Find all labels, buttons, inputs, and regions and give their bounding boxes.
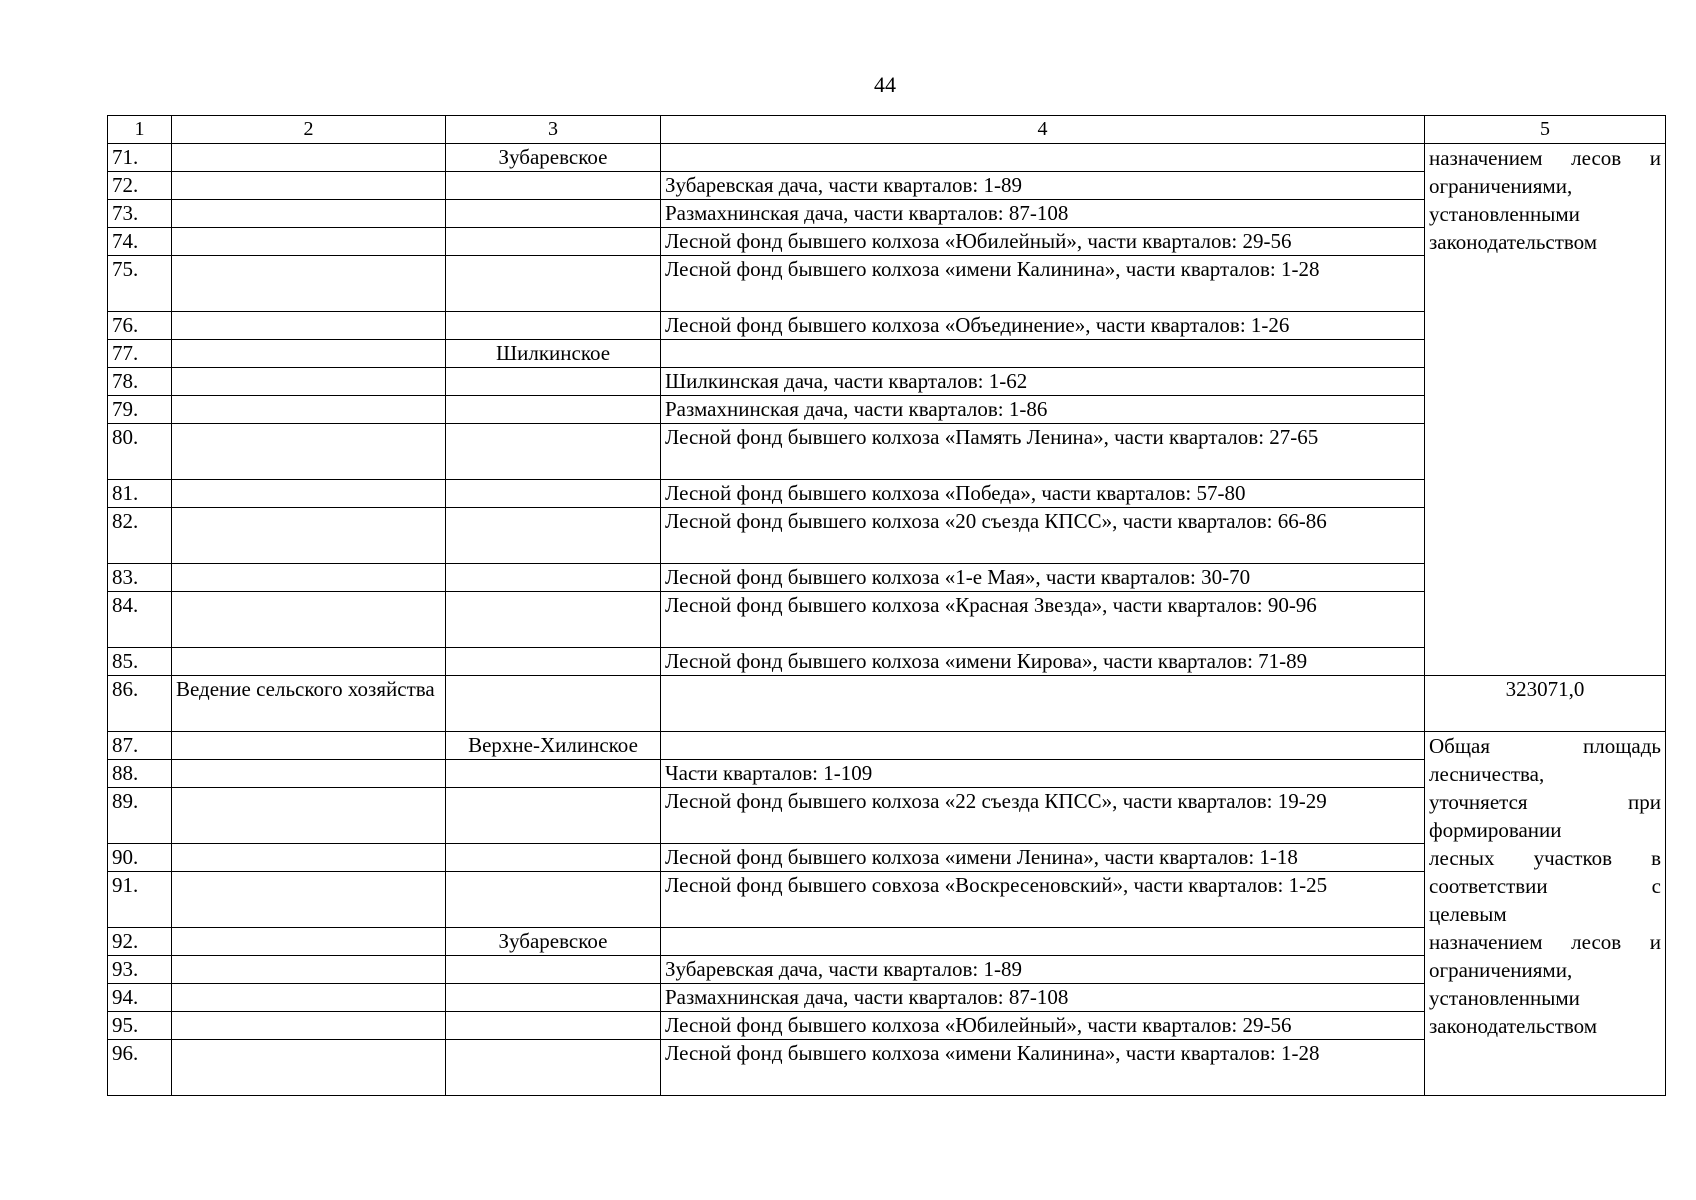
row-purpose (172, 312, 446, 340)
row-number: 95. (108, 1012, 172, 1040)
row-description: Шилкинская дача, части кварталов: 1-62 (661, 368, 1425, 396)
row-subdivision (446, 396, 661, 424)
row-subdivision (446, 200, 661, 228)
row-purpose (172, 844, 446, 872)
row-purpose (172, 424, 446, 480)
row-purpose (172, 564, 446, 592)
row-number: 77. (108, 340, 172, 368)
note-line: ограничениями, (1429, 174, 1573, 198)
row-purpose (172, 984, 446, 1012)
row-number: 90. (108, 844, 172, 872)
row-description: Лесной фонд бывшего колхоза «имени Кирова», части кварталов: 71-89 (661, 648, 1425, 676)
row-subdivision (446, 172, 661, 200)
table-row (108, 144, 1666, 172)
row-subdivision: Верхне-Хилинское (446, 732, 661, 760)
row-number: 89. (108, 788, 172, 844)
row-purpose (172, 368, 446, 396)
row-purpose (172, 648, 446, 676)
row-purpose (172, 228, 446, 256)
row-number: 96. (108, 1040, 172, 1096)
row-description: Размахнинская дача, части кварталов: 1-86 (661, 396, 1425, 424)
row-description: Лесной фонд бывшего колхоза «22 съезда КПСС», части кварталов: 19-29 (661, 788, 1425, 844)
note-line: соответствии с (1429, 874, 1661, 898)
row-description: Лесной фонд бывшего совхоза «Воскресеновский», части кварталов: 1-25 (661, 872, 1425, 928)
note-line: законодательством (1429, 230, 1598, 254)
row-subdivision (446, 1012, 661, 1040)
column-header-2: 2 (172, 116, 446, 144)
row-number: 72. (108, 172, 172, 200)
note-line: лесничества, (1429, 762, 1545, 786)
row-subdivision (446, 984, 661, 1012)
row-number: 71. (108, 144, 172, 172)
column-header-1: 1 (108, 116, 172, 144)
row-subdivision: Зубаревское (446, 928, 661, 956)
row-purpose (172, 172, 446, 200)
row-description: Лесной фонд бывшего колхоза «Красная Звезда», части кварталов: 90-96 (661, 592, 1425, 648)
row-purpose (172, 340, 446, 368)
row-purpose (172, 928, 446, 956)
row-number: 82. (108, 508, 172, 564)
row-purpose (172, 396, 446, 424)
row-number: 84. (108, 592, 172, 648)
row-description: Зубаревская дача, части кварталов: 1-89 (661, 172, 1425, 200)
row-subdivision (446, 788, 661, 844)
row-number: 86. (108, 676, 172, 732)
row-description: Лесной фонд бывшего колхоза «20 съезда КПСС», части кварталов: 66-86 (661, 508, 1425, 564)
forest-register-table (107, 115, 1666, 1096)
row-purpose: Ведение сельского хозяйства (172, 676, 446, 732)
row-number: 88. (108, 760, 172, 788)
row-purpose (172, 872, 446, 928)
header-row (108, 116, 1666, 144)
row-note (1425, 732, 1666, 1096)
note-line: установленными (1429, 986, 1580, 1010)
row-purpose (172, 1040, 446, 1096)
row-description: Лесной фонд бывшего колхоза «Память Ленина», части кварталов: 27-65 (661, 424, 1425, 480)
row-purpose (172, 256, 446, 312)
table-body (108, 116, 1666, 1096)
row-number: 92. (108, 928, 172, 956)
row-subdivision (446, 956, 661, 984)
note-line: установленными (1429, 202, 1580, 226)
row-number: 94. (108, 984, 172, 1012)
row-subdivision (446, 424, 661, 480)
row-subdivision (446, 648, 661, 676)
row-description: Лесной фонд бывшего колхоза «Юбилейный», части кварталов: 29-56 (661, 1012, 1425, 1040)
column-header-3: 3 (446, 116, 661, 144)
row-purpose (172, 144, 446, 172)
row-number: 79. (108, 396, 172, 424)
row-purpose (172, 200, 446, 228)
row-subdivision (446, 872, 661, 928)
row-number: 73. (108, 200, 172, 228)
row-description: Лесной фонд бывшего колхоза «Победа», части кварталов: 57-80 (661, 480, 1425, 508)
row-subdivision (446, 228, 661, 256)
row-description: Лесной фонд бывшего колхоза «имени Калинина», части кварталов: 1-28 (661, 256, 1425, 312)
row-description (661, 340, 1425, 368)
row-area: 323071,0 (1425, 676, 1666, 732)
row-purpose (172, 732, 446, 760)
row-number: 93. (108, 956, 172, 984)
row-description: Лесной фонд бывшего колхоза «имени Калинина», части кварталов: 1-28 (661, 1040, 1425, 1096)
note-line: ограничениями, (1429, 958, 1573, 982)
row-subdivision: Шилкинское (446, 340, 661, 368)
row-number: 85. (108, 648, 172, 676)
row-subdivision (446, 508, 661, 564)
note-line: уточняется при (1429, 790, 1661, 814)
row-description: Лесной фонд бывшего колхоза «имени Ленина», части кварталов: 1-18 (661, 844, 1425, 872)
row-number: 91. (108, 872, 172, 928)
row-description: Части кварталов: 1-109 (661, 760, 1425, 788)
note-line: целевым (1429, 902, 1507, 926)
row-subdivision (446, 480, 661, 508)
row-description: Зубаревская дача, части кварталов: 1-89 (661, 956, 1425, 984)
row-description: Размахнинская дача, части кварталов: 87-108 (661, 200, 1425, 228)
row-purpose (172, 760, 446, 788)
row-subdivision (446, 844, 661, 872)
row-subdivision (446, 368, 661, 396)
row-number: 78. (108, 368, 172, 396)
row-note (1425, 144, 1666, 676)
note-line: формировании (1429, 818, 1562, 842)
row-subdivision (446, 1040, 661, 1096)
row-purpose (172, 480, 446, 508)
row-number: 80. (108, 424, 172, 480)
row-subdivision: Зубаревское (446, 144, 661, 172)
row-number: 83. (108, 564, 172, 592)
row-description: Размахнинская дача, части кварталов: 87-108 (661, 984, 1425, 1012)
table-row (108, 732, 1666, 760)
note-line: Общая площадь (1429, 734, 1661, 758)
column-header-5: 5 (1425, 116, 1666, 144)
row-subdivision (446, 760, 661, 788)
row-purpose (172, 592, 446, 648)
row-description (661, 144, 1425, 172)
row-number: 75. (108, 256, 172, 312)
row-description (661, 676, 1425, 732)
note-line: назначением лесов и (1429, 146, 1661, 170)
row-number: 76. (108, 312, 172, 340)
page-number: 44 (874, 72, 896, 97)
row-number: 74. (108, 228, 172, 256)
row-subdivision (446, 564, 661, 592)
row-purpose (172, 508, 446, 564)
row-subdivision (446, 676, 661, 732)
row-description (661, 928, 1425, 956)
note-line: лесных участков в (1429, 846, 1661, 870)
row-description: Лесной фонд бывшего колхоза «Объединение», части кварталов: 1-26 (661, 312, 1425, 340)
row-purpose (172, 788, 446, 844)
row-number: 81. (108, 480, 172, 508)
row-description: Лесной фонд бывшего колхоза «Юбилейный», части кварталов: 29-56 (661, 228, 1425, 256)
row-purpose (172, 1012, 446, 1040)
note-line: законодательством (1429, 1014, 1598, 1038)
note-line: назначением лесов и (1429, 930, 1661, 954)
row-subdivision (446, 256, 661, 312)
row-description (661, 732, 1425, 760)
row-description: Лесной фонд бывшего колхоза «1-е Мая», части кварталов: 30-70 (661, 564, 1425, 592)
row-subdivision (446, 312, 661, 340)
table-row (108, 676, 1666, 732)
column-header-4: 4 (661, 116, 1425, 144)
row-purpose (172, 956, 446, 984)
row-subdivision (446, 592, 661, 648)
row-number: 87. (108, 732, 172, 760)
